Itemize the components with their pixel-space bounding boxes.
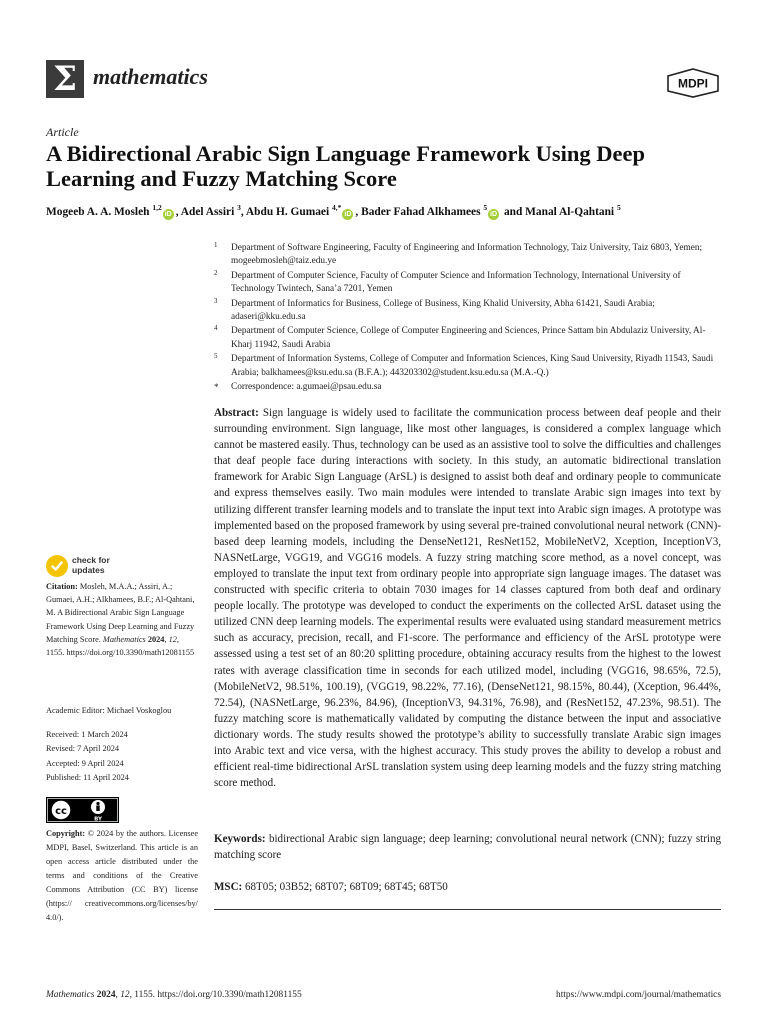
citation-journal: Mathematics (102, 634, 146, 644)
footer-year: 2024 (96, 990, 116, 1000)
author-list: Mogeeb A. A. Mosleh $^{1,2}$iD , Adel Assiri $^3$, Abdu H. Gumaei $^{4,*}$iD , Bader Fahad Alkhamees $^5$iD and Manal Al-Qahtani $^5$ (46, 203, 621, 218)
journal-name: mathematics (93, 64, 208, 89)
msc-codes (214, 879, 721, 895)
section-divider (214, 909, 721, 910)
academic-editor: Academic Editor: Michael Voskoglou (46, 706, 172, 715)
date-row: Received: 1 March 2024 (46, 730, 128, 739)
affiliations (214, 242, 724, 395)
orcid-icon[interactable]: iD (490, 210, 498, 218)
affiliation-item (214, 353, 724, 380)
copyright-block (46, 827, 198, 925)
affiliation-item (214, 242, 724, 269)
author-name: Abdu H. Gumaei (245, 205, 333, 218)
author-affiliation-sup: 3 (237, 203, 241, 212)
correspondence (214, 381, 724, 394)
sigma-glyph: Σ (52, 59, 78, 99)
author-name: Mogeeb A. A. Mosleh (46, 205, 153, 218)
correspondence-mark: * (214, 382, 219, 393)
affiliation-text: Department of Information Systems, College of Computer and Information Sciences, King Saud University, Riyadh 11543, Saudi Arabia; balkhamees@ksu.edu.sa (B.F.A.); 443203302@student.ksu.edu.sa (M.A.-Q.) (231, 354, 714, 378)
citation-year: 2024 (147, 634, 165, 644)
journal-logo (46, 60, 84, 98)
date-row: Published: 11 April 2024 (46, 773, 129, 783)
affiliation-text: Department of Computer Science, College of Computer Engineering and Sciences, Prince Sattam bin Abdulaziz University, Al-Kharj 11942, Saudi Arabia (231, 326, 706, 350)
keywords-label: Keywords: (214, 833, 266, 845)
affiliation-text: Department of Software Engineering, Faculty of Engineering and Information Technology, Taiz University, Taiz 6803, Yemen; mogeebmosleh@taiz.edu.ye (231, 243, 703, 267)
footer-doi-link[interactable]: , 1155. https://doi.org/10.3390/math12081155 (129, 990, 302, 1000)
date-row: Revised: 7 April 2024 (46, 744, 120, 754)
affiliation-number: 1 (214, 241, 218, 249)
citation-doi[interactable]: , 1155. https://doi.org/10.3390/math12081155 (46, 634, 195, 658)
citation-text: Mosleh, M.A.A.; Assiri, A.; Gumaei, A.H.; Alkhamees, B.F.; Al-Qahtani, M. A Bidirectional Arabic Sign Language Framework Using Deep Learning and Fuzzy Matching Score. (46, 582, 195, 644)
affiliation-number: 3 (214, 296, 218, 305)
affiliation-item (214, 325, 724, 352)
copyright-text: © 2024 by the authors. Licensee MDPI, Basel, Switzerland. This article is an open access article distributed under the terms and conditions of the Creative Commons Attribution (CC BY) license (https:// creativecommons.org/licenses/by/ 4.0/). (46, 829, 199, 922)
msc-label: MSC: (214, 881, 243, 893)
footer-journal-url[interactable]: https://www.mdpi.com/journal/mathematics (556, 990, 721, 1000)
correspondence-text[interactable]: Correspondence: a.gumaei@psau.edu.sa (231, 382, 382, 393)
abstract (214, 405, 721, 791)
check-line-2: updates (72, 564, 105, 575)
affiliation-number: 4 (214, 324, 218, 333)
author-affiliation-sup: 4,* (332, 203, 342, 212)
author-affiliation-sup: 5 (483, 203, 488, 212)
author-name: Bader Fahad Alkhamees (361, 205, 484, 218)
check-line-1: check for (72, 555, 110, 565)
keywords (214, 831, 721, 863)
msc-text: 68T05; 03B52; 68T07; 68T09; 68T45; 68T50 (245, 881, 448, 893)
orcid-icon[interactable]: iD (164, 210, 172, 218)
check-for-updates-badge[interactable] (46, 555, 166, 577)
citation-block: Citation: Mosleh, M.A.A.; Assiri, A.; Gumaei, A.H.; Alkhamees, B.F.; Al-Qahtani, M. A Bidirectional Arabic Sign Language Framework Using Deep Learning and Fuzzy Matching Score. Mathematics 2024, 12, 1155. https://doi.org/10.3390/math12081155 (46, 582, 195, 658)
affiliation-number: 5 (214, 352, 218, 361)
abstract-text: Sign language is widely used to facilitate the communication process between deaf people and their surrounding environment. Sign language, like most other languages, is considered a complex language which cannot be mastered easily. Thus, technology can be used as an assistive tool to solve the difficulties and challenges that deaf people face during interactions with society. In this study, an automatic bidirectional translation framework for Arabic Sign Language (ArSL) is designed to assist both deaf and ordinary people to communicate and express themselves easily. Two main modules were intended to translate Arabic sign images into text by utilizing different transfer learning models and to translate the input text into Arabic sign images. A prototype was implemented based on the proposed framework by using several pre-trained convolutional neural network (CNN)-based deep learning models, including the DenseNet121, ResNet152, MobileNetV2, Xception, InceptionV3, NASNetLarge, VGG19, and VGG16 models. A fuzzy string matching score method, as a novel concept, was employed to translate the input text from ordinary people into appropriate sign language images. The dataset was constructed with specific criteria to obtain 7030 images for 14 classes captured from both deaf and ordinary people locally. The prototype was developed to conduct the experiments on the collected ArSL dataset using the utilized CNN deep learning models. The experimental results were evaluated using standard measurement metrics such as accuracy, precision, recall, and F1-score. The performance and efficiency of the ArSL prototype were assessed using a test set of an 80:20 splitting procedure, obtaining accuracy results from the highest to the lowest rates with average classification time in seconds for each utilized model, including (VGG16, 98.65%, 72.5), (MobileNetV2, 98.51%, 100.19), (VGG19, 98.22%, 77.16), (DenseNet121, 98.15%, 80.44), (Xception, 96.44%, 72.54), (NASNetLarge, 96.23%, 84.96), (InceptionV3, 94.31%, 76.98), and (ResNet152, 47.23%, 98.51). The fuzzy matching score is mathematically validated by computing the distance between the input and associative dictionary words. The study results showed the prototype’s ability to successfully translate Arabic sign images into Arabic text and vice versa, with the highest accuracy. This study proves the ability to develop a robust and efficient real-time bidirectional ArSL translation system using deep learning models and the fuzzy string matching score method. (214, 407, 721, 790)
footer-journal: Mathematics (46, 990, 95, 1000)
article-title: A Bidirectional Arabic Sign Language Framework Using Deep Learning and Fuzzy Matching Score (46, 141, 645, 191)
publication-dates (46, 728, 129, 786)
date-row: Accepted: 9 April 2024 (46, 758, 124, 768)
affiliation-text: Department of Computer Science, Faculty of Computer Science and Information Technology, International University of Technology Twintech, Sana’a 7201, Yemen (231, 270, 681, 295)
footer-citation: Mathematics 2024, 12, 1155. https://doi.org/10.3390/math12081155 (46, 990, 302, 1000)
author-name: Manal Al-Qahtani (525, 205, 617, 218)
copyright-label: Copyright: (46, 829, 86, 838)
article-type: Article (46, 125, 79, 139)
citation-volume: 12 (168, 634, 177, 644)
cc-by-license-icon[interactable] (46, 797, 119, 823)
orcid-icon[interactable]: iD (344, 210, 352, 218)
svg-text:MDPI: MDPI (678, 76, 708, 91)
check-updates-icon (46, 555, 68, 577)
author-name: Adel Assiri (180, 205, 238, 218)
affiliation-item (214, 270, 724, 297)
footer-volume: 12 (120, 990, 130, 1000)
author-affiliation-sup: 5 (616, 203, 621, 212)
affiliation-number: 2 (214, 268, 218, 277)
mdpi-logo (666, 68, 720, 98)
abstract-label: Abstract: (214, 407, 259, 419)
affiliation-text: Department of Informatics for Business, College of Business, King Khalid University, Abha 61421, Saudi Arabia; adaseri@kku.edu.sa (231, 298, 655, 323)
keywords-text: bidirectional Arabic sign language; deep learning; convolutional neural network (CNN); fuzzy string matching score (214, 833, 722, 862)
svg-text:cc: cc (55, 806, 67, 817)
author-affiliation-sup: 1,2 (152, 203, 162, 212)
affiliation-item (214, 298, 724, 325)
svg-text:BY: BY (94, 816, 102, 823)
citation-label: Citation: (46, 582, 78, 591)
